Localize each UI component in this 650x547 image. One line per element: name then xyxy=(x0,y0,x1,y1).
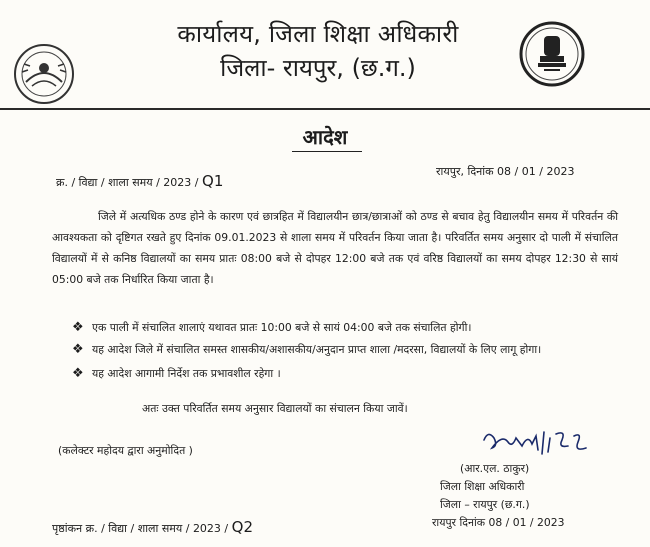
list-item xyxy=(72,364,628,384)
order-body-paragraph: जिले में अत्यधिक ठण्ड होने के कारण एवं छात्रहित में विद्यालयीन छात्र/छात्राओं को ठण्ड से बचाव हेतु विद्यालयीन समय में परिवर्तन की आवश्यकता को दृष्टिगत रखते हुए दिनांक 09.01.2023 से शाला समय में परिवर्तन किया जाता है। परिवर्तित समय अनुसार दो पाली में संचालित विद्यालयों में से कनिष्ठ विद्यालयों का समय प्रातः 08:00 बजे से दोपहर 12:00 बजे तक एवं वरिष्ठ विद्यालयों का समय दोपहर 12:30 से सायं 05:00 बजे तक निर्धारित किया जाता है। xyxy=(52,210,618,286)
list-item xyxy=(72,340,628,360)
header-divider xyxy=(0,108,650,110)
point-text: यह आदेश जिले में संचालित समस्त शासकीय/अशासकीय/अनुदान प्राप्त शाला /मदरसा, विद्यालयों के लिए लागू होगा। xyxy=(92,343,542,356)
bullet-icon: ❖ xyxy=(72,366,84,381)
endorsement-line xyxy=(52,519,253,537)
state-emblem-icon xyxy=(12,42,76,106)
ashoka-emblem-icon xyxy=(518,20,586,88)
list-item xyxy=(72,318,628,338)
approval-note: (कलेक्टर महोदय द्वारा अनुमोदित ) xyxy=(58,444,193,457)
bullet-icon: ❖ xyxy=(72,342,84,357)
bullet-icon: ❖ xyxy=(72,320,84,335)
office-title: कार्यालय, जिला शिक्षा अधिकारी xyxy=(177,20,459,48)
office-district: जिला- रायपुर, (छ.ग.) xyxy=(220,54,416,82)
order-reference xyxy=(56,173,223,191)
signatory-name: (आर.एल. ठाकुर) xyxy=(460,462,530,475)
signatory-place: जिला – रायपुर (छ.ग.) xyxy=(440,498,530,511)
endorsement-number: Q2 xyxy=(231,518,253,536)
heading-underline xyxy=(292,151,362,152)
reference-number: Q1 xyxy=(202,172,224,190)
signature-icon xyxy=(478,426,598,460)
signatory-title: जिला शिक्षा अधिकारी xyxy=(440,480,525,493)
point-text: यह आदेश आगामी निर्देश तक प्रभावशील रहेगा । xyxy=(92,367,281,380)
order-heading: आदेश xyxy=(302,125,348,149)
closing-line: अतः उक्त परिवर्तित समय अनुसार विद्यालयों का संचालन किया जावें। xyxy=(142,402,408,415)
signatory-date: रायपुर दिनांक 08 / 01 / 2023 xyxy=(432,516,565,529)
endorsement-prefix: पृष्ठांकन क्र. / विद्या / शाला समय / 2023 / xyxy=(52,522,229,535)
reference-prefix: क्र. / विद्या / शाला समय / 2023 / xyxy=(56,176,199,189)
order-points-list xyxy=(72,318,628,384)
point-text: एक पाली में संचालित शालाएं यथावत प्रातः 10:00 बजे से सायं 04:00 बजे तक संचालित होगी। xyxy=(92,321,472,334)
order-date: रायपुर, दिनांक 08 / 01 / 2023 xyxy=(436,165,575,178)
signatory-block xyxy=(432,460,610,532)
